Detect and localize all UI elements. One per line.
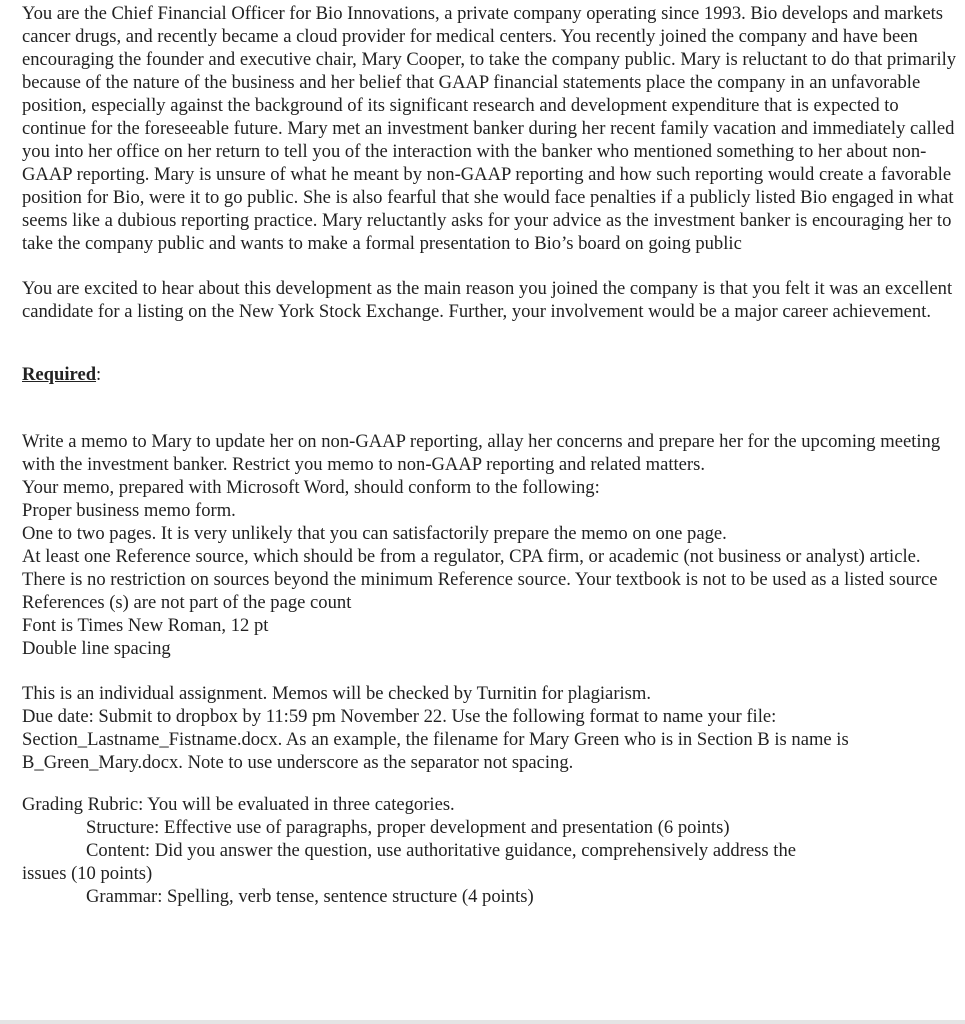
spacer [22,774,962,793]
requirement-item: At least one Reference source, which should be from a regulator, CPA firm, or academic (not business or analyst) article. There is no restriction on sources beyond the minimum Reference source. Your textbook is not to be used as a listed source [22,546,938,590]
assignment-document [22,2,962,908]
spacer [22,323,962,363]
rubric-structure: Structure: Effective use of paragraphs, proper development and presentation (6 points) [86,817,730,838]
spacer [22,660,962,682]
rubric-content-continued: issues (10 points) [22,863,153,884]
bottom-divider [0,1020,965,1024]
spacer [22,386,962,430]
scenario-paragraph-2: You are excited to hear about this development as the main reason you joined the company is that you felt it was an excellent candidate for a listing on the New York Stock Exchange. Further, your involvement would be a major career achievement. [22,278,953,322]
scenario-paragraph-1: You are the Chief Financial Officer for Bio Innovations, a private company operating since 1993. Bio develops and markets cancer drugs, and recently became a cloud provider for medical centers. You recently joined the company and have been encouraging the founder and executive chair, Mary Cooper, to take the company public. Mary is reluctant to do that primarily because of the nature of the business and her belief that GAAP financial statements place the company in an unfavorable position, especially against the background of its significant research and development expenditure that is expected to continue for the foreseeable future. Mary met an investment banker during her recent family vacation and immediately called you into her office on her return to tell you of the interaction with the banker who mentioned something to her about non-GAAP reporting. Mary is unsure of what he meant by non-GAAP reporting and how such reporting would create a favorable position for Bio, were it to go public. She is also fearful that she would face penalties if a publicly listed Bio engaged in what seems like a dubious reporting practice. Mary reluctantly asks for your advice as the investment banker is encouraging her to take the company public and wants to make a formal presentation to Bio’s board on going public [22,3,957,254]
required-heading: Required [22,364,97,385]
rubric-grammar: Grammar: Spelling, verb tense, sentence structure (4 points) [86,886,534,907]
individual-assignment-note: This is an individual assignment. Memos will be checked by Turnitin for plagiarism. [22,683,652,704]
task-paragraph: Write a memo to Mary to update her on non-GAAP reporting, allay her concerns and prepare her for the upcoming meeting with the investment banker. Restrict you memo to non-GAAP reporting and related matters. [22,431,941,475]
requirement-item: Double line spacing [22,638,171,659]
requirements-intro: Your memo, prepared with Microsoft Word, should conform to the following: [22,477,600,498]
due-date-instructions: Due date: Submit to dropbox by 11:59 pm November 22. Use the following format to name your file: Section_Lastname_Fistname.docx. As an example, the filename for Mary Green who is in Section B is name is B_Green_Mary.docx. Note to use underscore as the separator not spacing. [22,706,849,773]
requirement-item: Font is Times New Roman, 12 pt [22,615,269,636]
rubric-content: Content: Did you answer the question, use authoritative guidance, comprehensively address the [86,840,796,861]
requirement-item: One to two pages. It is very unlikely that you can satisfactorily prepare the memo on one page. [22,523,727,544]
required-colon: : [96,364,102,385]
required-heading-line [22,363,962,386]
requirement-item: Proper business memo form. [22,500,236,521]
spacer [22,255,962,277]
rubric-intro: Grading Rubric: You will be evaluated in three categories. [22,794,455,815]
requirement-item: References (s) are not part of the page count [22,592,352,613]
